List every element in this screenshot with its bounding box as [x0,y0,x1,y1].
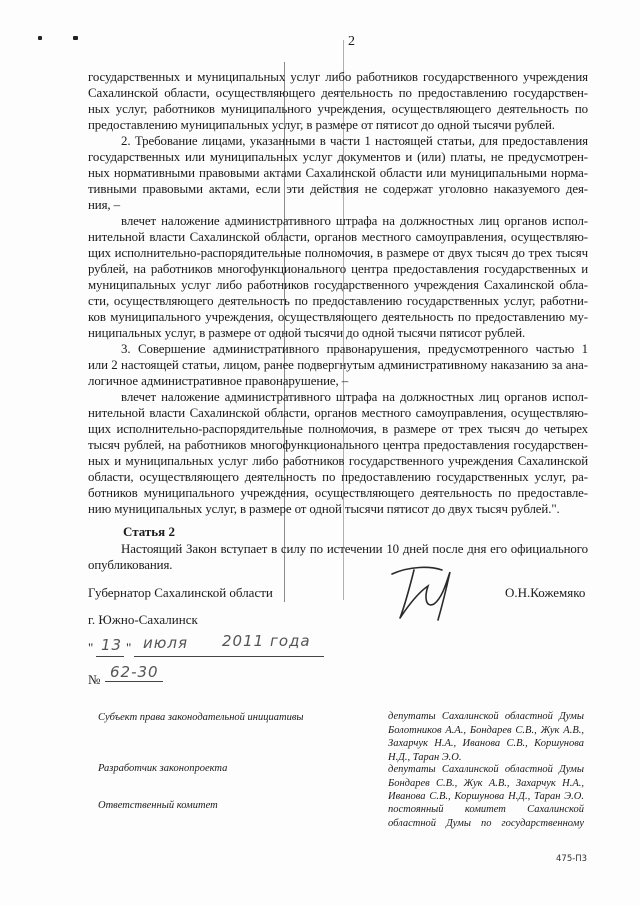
text-line: нию муниципальных услуг, в размере от одной тысячи пятисот до двух тысяч рублей.". [88,502,560,516]
text-line: ных нормативными правовыми актами Сахалинской области или муниципальными норма- [88,166,588,180]
scan-mark-dot [38,36,42,40]
footer-line: областной Думы по государственному [388,817,584,829]
governor-name: О.Н.Кожемяко [505,585,586,600]
footer-line: Болотников А.А., Бондарев С.В., Жук А.В., [388,724,584,736]
footer-value [388,710,584,764]
date-underline [96,656,124,657]
footer-line: депутаты Сахалинской областной Думы [388,711,584,722]
text-line: ков муниципального учреждения, осуществляющего деятельность по предоставлению му- [88,310,588,324]
text-line: сти, осуществляющего деятельность по предоставлению государственных услуг, работни- [88,294,588,308]
text-line: 3. Совершение административного правонарушения, предусмотренного частью 1 [121,342,588,356]
law-number: 62-30 [110,663,159,681]
text-line: или 2 настоящей статьи, лицом, ранее подвергнутым административному наказанию за ана- [88,358,588,372]
text-line: Сахалинской области, осуществляющего деятельность по предоставлению государствен- [88,86,588,100]
footer-line: Н.Д., Таран Э.О. [388,751,462,763]
number-prefix: № [88,672,101,687]
text-line: нительной власти Сахалинской области, органов местного самоуправления, осуществляю- [88,230,588,244]
text-line: 2. Требование лицами, указанными в части 1 настоящей статьи, для предоставления [121,134,588,148]
date-month: июля [143,634,188,652]
document-code: 475-П3 [556,854,588,864]
text-line: ниципальных услуг, в размере от одной тысячи до одной тысячи пятисот рублей. [88,326,526,340]
text-line: рублей, на работников многофункционального центра предоставления государственных и [88,262,588,276]
page-number: 2 [348,34,355,49]
date-quote-open: " [88,640,94,655]
text-line: тысяч рублей, на работников многофункционального центра предоставления государствен- [88,438,588,452]
text-line: тивными правовыми актами, если эти действия не содержат уголовно наказуемого дея- [88,182,588,196]
number-underline [105,681,163,682]
date-year: 2011 года [222,632,311,650]
footer-line: депутаты Сахалинской областной Думы [388,764,584,775]
governor-title: Губернатор Сахалинской области [88,585,273,600]
footer-label: Разработчик законопроекта [98,763,228,774]
text-line: влечет наложение административного штрафа на должностных лиц органов испол- [121,390,588,404]
text-line: ботников муниципального учреждения, осуществляющего деятельность по предоставле- [88,486,588,500]
footer-line: Захарчук Н.А., Иванова С.В., Коршунова [388,738,584,749]
article-title: Статья 2 [123,524,175,539]
text-line: щих исполнительно-распорядительные полномочия, в размере от двух тысяч до трех тысяч [88,246,588,260]
text-line: государственных или муниципальных услуг документов и (или) платы, не предусмотрен- [88,150,588,164]
text-line: логичное административное правонарушение, – [88,374,349,388]
text-line: области, осуществляющего деятельность по предоставлению государственных услуг, ра- [88,470,588,484]
text-line: ных и муниципальных услуг либо работников государственного учреждения Сахалинской [88,454,588,468]
date-underline [134,656,324,657]
text-line: муниципальных услуг либо работников государственного учреждения Сахалинской обла- [88,278,588,292]
date-quote-close: " [126,640,132,655]
text-line: ных услуг, работников муниципального учреждения, осуществляющего деятельность по [88,102,588,116]
footer-value [388,803,584,830]
footer-line: постоянный комитет Сахалинской [388,804,584,815]
text-line: ния, – [88,198,121,212]
footer-label: Субъект права законодательной инициативы [98,712,304,723]
handwritten-signature [380,560,470,625]
city: г. Южно-Сахалинск [88,612,198,627]
text-line: опубликования. [88,558,173,572]
footer-value [388,763,584,804]
text-line: нительной власти Сахалинской области, органов местного самоуправления, осуществляю- [88,406,588,420]
date-day: 13 [101,636,123,654]
text-line: влечет наложение административного штрафа на должностных лиц органов испол- [121,214,588,228]
text-line: Настоящий Закон вступает в силу по истечении 10 дней после дня его официального [121,542,588,556]
scan-mark-dot [73,36,78,40]
text-line: щих исполнительно-распорядительные полномочия, в размере от трех тысяч до четырех [88,422,588,436]
text-line: государственных и муниципальных услуг либо работников государственного учреждения [88,70,588,84]
footer-label: Ответственный комитет [98,800,218,811]
footer-line: Иванова С.В., Коршунова Н.Д., Таран Э.О. [388,791,584,802]
footer-line: Бондарев С.В., Жук А.В., Захарчук Н.А., [388,777,584,789]
text-line: предоставлению муниципальных услуг, в размере от пятисот до одной тысячи рублей. [88,118,555,132]
